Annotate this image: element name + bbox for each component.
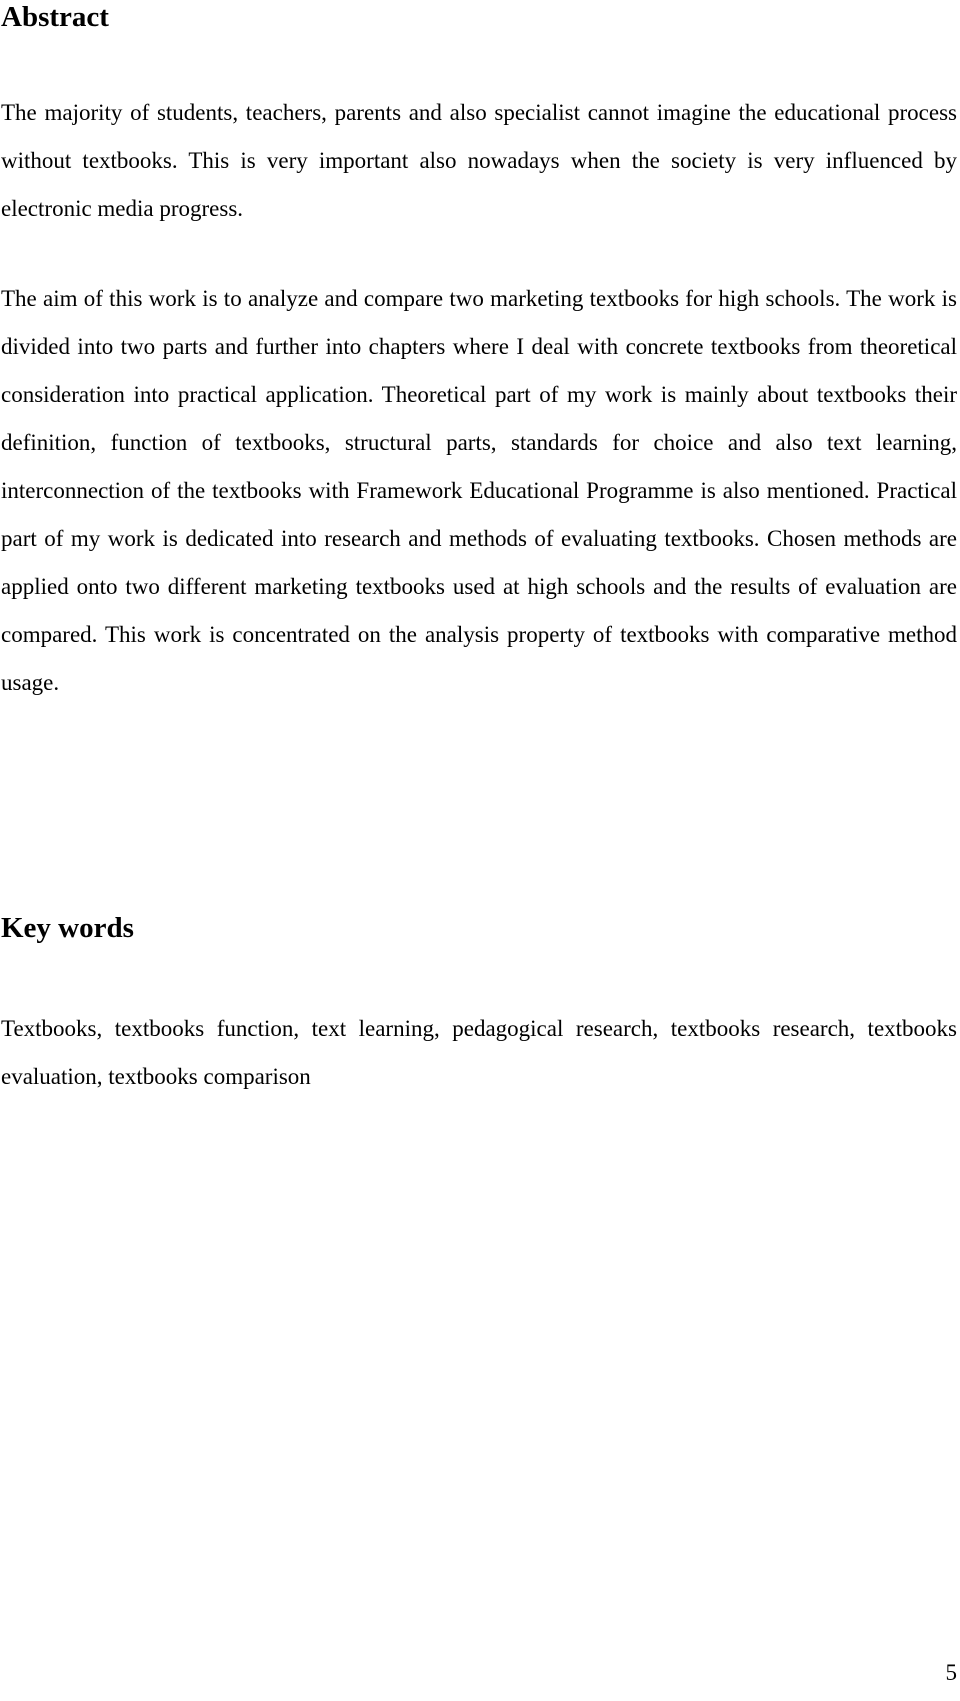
abstract-paragraph-2: The aim of this work is to analyze and compare two marketing textbooks for high schools. The work is divided into two parts and further into chapters where I deal with concrete textbooks from theoretical consideration into practical application. Theoretical part of my work is mainly about textbooks their definition, function of textbooks, structural parts, standards for choice and also text learning, interconnection of the textbooks with Framework Educational Programme is also mentioned. Practical part of my work is dedicated into research and methods of evaluating textbooks. Chosen methods are applied onto two different marketing textbooks used at high schools and the results of evaluation are compared. This work is concentrated on the analysis property of textbooks with comparative method usage.	[1, 286, 957, 695]
keywords-text: Textbooks, textbooks function, text learning, pedagogical research, textbooks research, textbooks evaluation, textbooks comparison	[1, 1016, 957, 1089]
abstract-heading: Abstract	[1, 1, 109, 33]
abstract-paragraph-1: The majority of students, teachers, parents and also specialist cannot imagine the educational process without textbooks. This is very important also nowadays when the society is very influenced by electronic media progress.	[1, 100, 957, 221]
keywords-heading: Key words	[1, 912, 134, 944]
page-number: 5	[945, 1660, 957, 1685]
